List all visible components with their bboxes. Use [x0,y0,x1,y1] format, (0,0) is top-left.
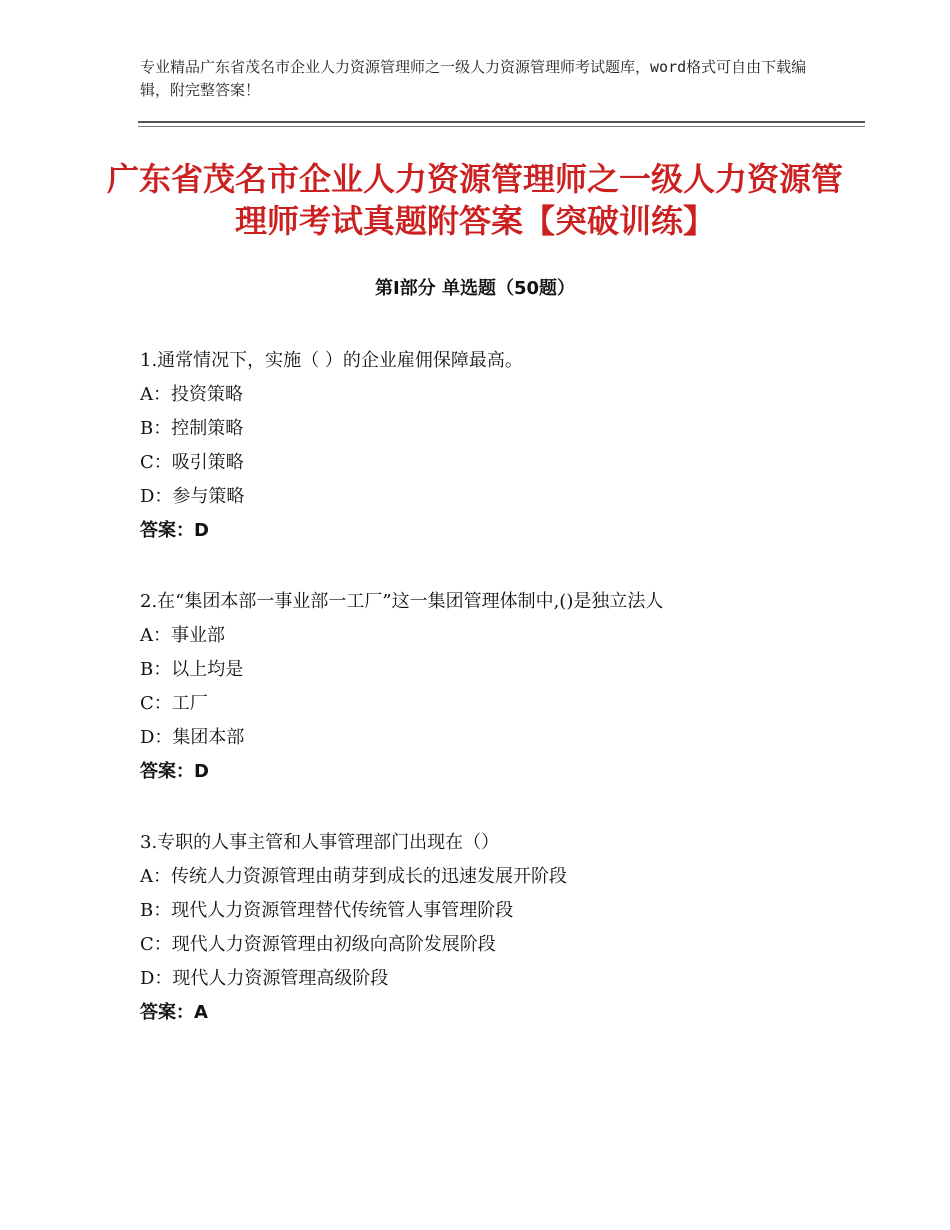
option-c: C：吸引策略 [140,452,244,473]
question-stem: 3.专职的人事主管和人事管理部门出现在（） [140,832,500,853]
header-rule-thin [138,126,865,127]
option-b: B：控制策略 [140,418,244,439]
question-2 [140,585,860,789]
answer: 答案：D [140,761,209,782]
option-b: B：以上均是 [140,659,244,680]
option-c: C：工厂 [140,693,208,714]
question-1 [140,344,860,548]
option-c: C：现代人力资源管理由初级向高阶发展阶段 [140,934,496,955]
question-list [140,344,860,1067]
option-b: B：现代人力资源管理替代传统管人事管理阶段 [140,900,514,921]
question-stem: 1.通常情况下，实施（ ）的企业雇佣保障最高。 [140,350,523,371]
header-note: 专业精品广东省茂名市企业人力资源管理师之一级人力资源管理师考试题库，word格式可自由下载编辑，附完整答案！ [140,58,807,99]
section-title: 第Ⅰ部分 单选题（50题） [374,278,575,299]
option-a: A：传统人力资源管理由萌芽到成长的迅速发展开阶段 [140,866,567,887]
option-a: A：事业部 [140,625,225,646]
option-d: D：参与策略 [140,486,245,507]
option-d: D：现代人力资源管理高级阶段 [140,968,389,989]
document-title: 广东省茂名市企业人力资源管理师之一级人力资源管理师考试真题附答案【突破训练】 [106,160,843,240]
answer: 答案：D [140,520,209,541]
header-rule-thick [138,121,865,123]
answer: 答案：A [140,1002,208,1023]
question-3 [140,826,860,1030]
question-stem: 2.在“集团本部一事业部一工厂”这一集团管理体制中,()是独立法人 [140,591,664,612]
option-d: D：集团本部 [140,727,245,748]
option-a: A：投资策略 [140,384,243,405]
